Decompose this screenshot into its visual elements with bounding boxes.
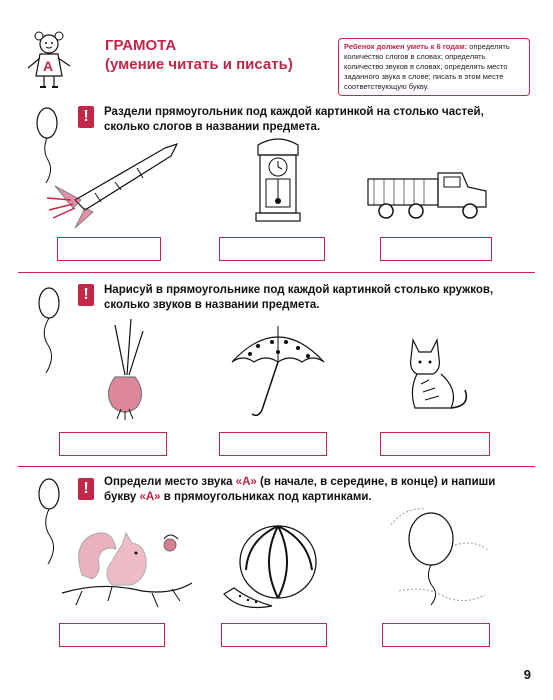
section-divider-1 bbox=[18, 272, 535, 273]
skills-note bbox=[338, 38, 530, 96]
task1-text: Раздели прямоугольник под каждой картинкой на столько частей, сколько слогов в названии предмета. bbox=[104, 106, 484, 133]
task2-text: Нарисуй в прямоугольнике под каждой картинкой столько кружков, сколько звуков в названии предмета. bbox=[104, 284, 494, 311]
rocket-illustration bbox=[45, 138, 185, 218]
balloon-illustration bbox=[385, 505, 495, 615]
skills-note-heading: Ребенок должен уметь к 6 годам: bbox=[344, 42, 468, 51]
title-line1: ГРАМОТА bbox=[105, 37, 177, 54]
section-divider-2 bbox=[18, 466, 535, 467]
task3-answer-box-balloon[interactable] bbox=[382, 623, 490, 647]
skills-note-text: определять количество слогов в словах; определять количество звуков в словах; определять место заданного звука в слове; писать в этом месте соответствующую букву. bbox=[344, 42, 510, 91]
page-title bbox=[105, 36, 293, 74]
page-number: 9 bbox=[523, 667, 531, 682]
task3-letter-a: «А» bbox=[139, 491, 161, 503]
task3-text bbox=[104, 475, 526, 505]
task3-sound-a: «А» bbox=[235, 476, 257, 488]
balloon-icon bbox=[36, 285, 66, 375]
onion-illustration bbox=[85, 315, 165, 420]
task3-text-part1: Определи место звука bbox=[104, 476, 236, 488]
task2-answer-box-umbrella[interactable] bbox=[219, 432, 327, 456]
exclamation-icon: ! bbox=[78, 106, 94, 128]
task1-answer-box-truck[interactable] bbox=[380, 237, 492, 261]
task1-answer-box-rocket[interactable] bbox=[57, 237, 161, 261]
squirrel-illustration bbox=[62, 515, 192, 615]
grandfather-clock-illustration bbox=[248, 135, 308, 225]
exclamation-icon: ! bbox=[78, 478, 94, 500]
task2-answer-box-onion[interactable] bbox=[59, 432, 167, 456]
task3-answer-box-watermelon[interactable] bbox=[221, 623, 327, 647]
task2-answer-box-cat[interactable] bbox=[380, 432, 490, 456]
task1-answer-box-clock[interactable] bbox=[219, 237, 325, 261]
title-line2: (умение читать и писать) bbox=[105, 56, 293, 73]
task3-answer-box-squirrel[interactable] bbox=[59, 623, 165, 647]
mascot-letter: A bbox=[43, 58, 54, 74]
cat-illustration bbox=[395, 330, 475, 415]
truck-illustration bbox=[362, 165, 497, 230]
task3-text-part3: в прямоугольниках под картинками. bbox=[160, 491, 372, 503]
task3-text-part2: (в начале, в середине, в конце) и напиши букву bbox=[104, 476, 496, 503]
exclamation-icon: ! bbox=[78, 284, 94, 306]
umbrella-illustration bbox=[228, 320, 328, 420]
watermelon-illustration bbox=[220, 520, 330, 610]
